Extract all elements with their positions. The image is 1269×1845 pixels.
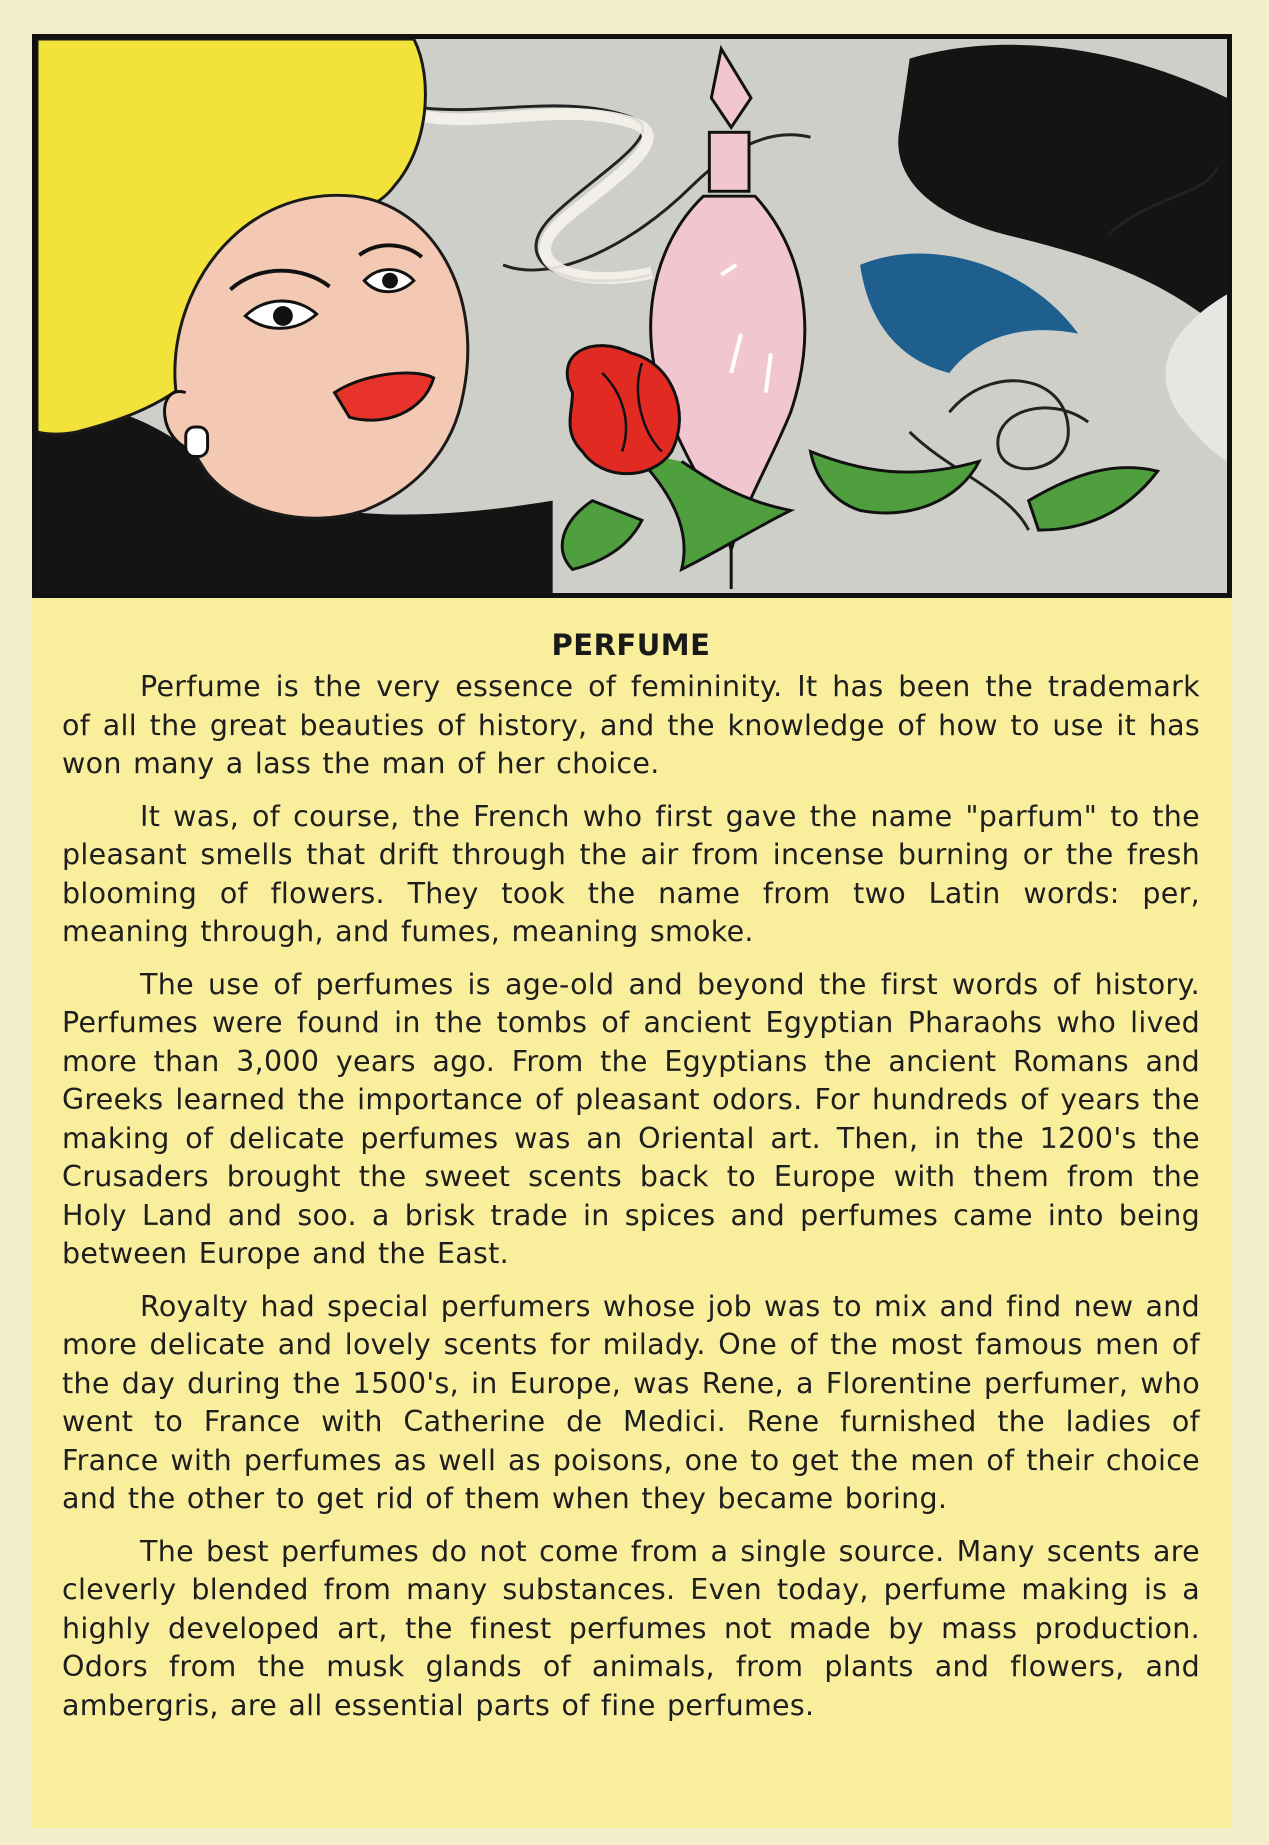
article-paragraph: The use of perfumes is age-old and beyond the first words of history. Perfumes were found in the tombs of ancient Egyptian Pharaohs who lived more than 3,000 years ago. From the Egyptians the ancient Romans and Greeks learned the importance of pleasant odors. For hundreds of years the making of delicate perfumes was an Oriental art. Then, in the 1200's the Crusaders brought the sweet scents back to Europe with them from the Holy Land and soo. a brisk trade in spices and perfumes came into being between Europe and the East.: [62, 967, 1200, 1270]
article-paragraph: It was, of course, the French who first gave the name "parfum" to the pleasant smells that drift through the air from incense burning or the fresh blooming of flowers. They took the name from two Latin words: per, meaning through, and fumes, meaning smoke.: [62, 799, 1200, 948]
illustration-panel: [32, 34, 1232, 598]
perfume-illustration: [37, 39, 1227, 593]
article-paragraph: Royalty had special perfumers whose job was to mix and find new and more delicate and lovely scents for milady. One of the most famous men of the day during the 1500's, in Europe, was Rene, a Florentine perfumer, who went to France with Catherine de Medici. Rene furnished the ladies of France with perfumes as well as poisons, one to get the men of their choice and the other to get rid of them when they became boring.: [62, 1289, 1200, 1515]
article-text-box: [32, 598, 1232, 1828]
earring: [186, 427, 208, 456]
article-paragraph: Perfume is the very essence of femininity. It has been the trademark of all the great beauties of history, and the knowledge of how to use it has won many a lass the man of her choice.: [62, 670, 1200, 780]
right-pupil: [382, 273, 398, 289]
left-pupil: [273, 306, 293, 326]
article-title: PERFUME: [551, 628, 711, 662]
article-paragraph: The best perfumes do not come from a single source. Many scents are cleverly blended from many substances. Even today, perfume making is a highly developed art, the finest perfumes not made by mass production. Odors from the musk glands of animals, from plants and flowers, and ambergris, are all essential parts of fine perfumes.: [62, 1534, 1200, 1722]
